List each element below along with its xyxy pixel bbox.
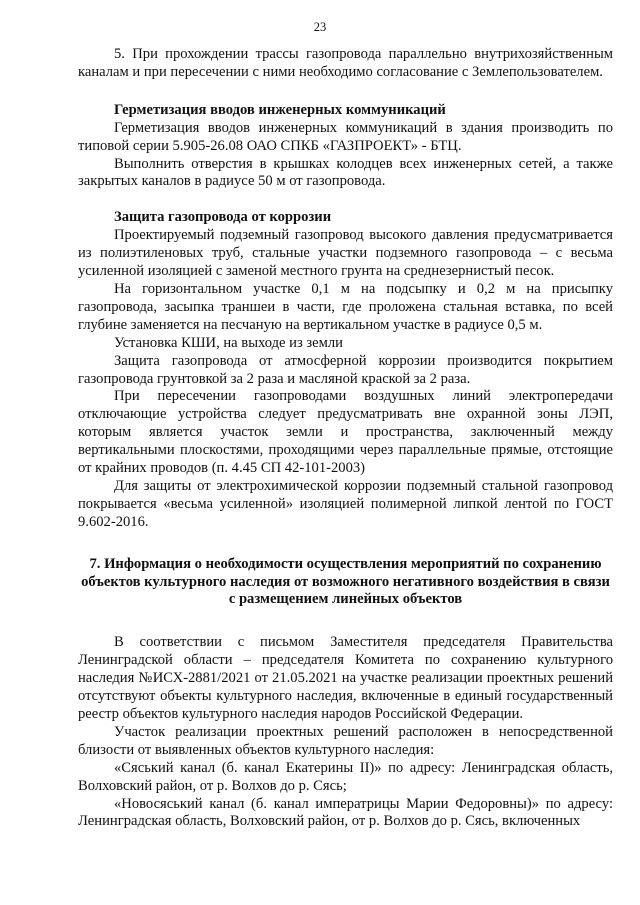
paragraph-section7-2: Участок реализации проектных решений расположен в непосредственной близости от выявленных объектов культурного наследия: — [78, 723, 613, 758]
paragraph-corrosion-4: Защита газопровода от атмосферной коррозии производится покрытием газопровода грунтовкой за 2 раза и масляной краской за 2 раза. — [78, 352, 613, 387]
paragraph-section7-1: В соответствии с письмом Заместителя председателя Правительства Ленинградской области – председателя Комитета по сохранению культурного наследия №ИСХ-2881/2021 от 21.05.2021 на участке реализации проектных решений отсутствуют объекты культурного наследия, включенные в единый государственный реестр объектов культурного наследия народов Российской Федерации. — [78, 634, 613, 722]
paragraph-corrosion-6: Для защиты от электрохимической коррозии подземный стальной газопровод покрывается «весьма усиленной» изоляцией полимерной липкой лентой по ГОСТ 9.602-2016. — [78, 477, 613, 530]
paragraph-corrosion-5: При пересечении газопроводами воздушных линий электропередачи отключающие устройства следует предусматривать вне охранной зоны ЛЭП, которым является участок земли и пространства, заключенный между вертикальными плоскостями, проходящими через параллельные прямые, отстоящие от крайних проводов (п. 4.45 СП 42-101-2003) — [78, 388, 613, 477]
paragraph-sealing-2: Выполнить отверстия в крышках колодцев всех инженерных сетей, а также закрытых каналов в радиусе 50 м от газопровода. — [78, 155, 613, 190]
paragraph-corrosion-2: На горизонтальном участке 0,1 м на подсыпку и 0,2 м на присыпку газопровода, засыпка траншеи в части, где проложена стальная вставка, по всей глубине заменяется на песчаную на вертикальном участке в радиусе 0,5 м. — [78, 280, 613, 333]
heading-section-7: 7. Информация о необходимости осуществления мероприятий по сохранению объектов культурного наследия от возможного негативного воздействия в связи с размещением линейных объектов — [81, 555, 610, 608]
paragraph-canals-approval: 5. При прохождении трассы газопровода параллельно внутрихозяйственным каналам и при пересечении с ними необходимо согласование с Землепользователем. — [78, 46, 613, 80]
page-number: 23 — [313, 20, 327, 34]
document-body — [78, 46, 613, 831]
paragraph-corrosion-3: Установка КШИ, на выходе из земли — [114, 334, 343, 351]
paragraph-corrosion-1: Проектируемый подземный газопровод высокого давления предусматривается из полиэтиленовых труб, стальные участки подземного газопровода – с весьма усиленной изоляцией с заменой местного грунта на среднезернистый песок. — [78, 227, 613, 280]
paragraph-section7-4: «Новосяський канал (б. канал императрицы Марии Федоровны)» по адресу: Ленинградская область, Волховский район, от р. Волхов до р. Сясь, включенных — [78, 795, 613, 830]
heading-sealing: Герметизация вводов инженерных коммуникаций — [114, 101, 446, 118]
heading-corrosion: Защита газопровода от коррозии — [114, 209, 332, 226]
paragraph-sealing-1: Герметизация вводов инженерных коммуникаций в здания производить по типовой серии 5.905-26.08 ОАО СПКБ «ГАЗПРОЕКТ» - БТЦ. — [78, 119, 613, 154]
paragraph-section7-3: «Сяський канал (б. канал Екатерины II)» по адресу: Ленинградская область, Волховский район, от р. Волхов до р. Сясь; — [78, 759, 613, 794]
